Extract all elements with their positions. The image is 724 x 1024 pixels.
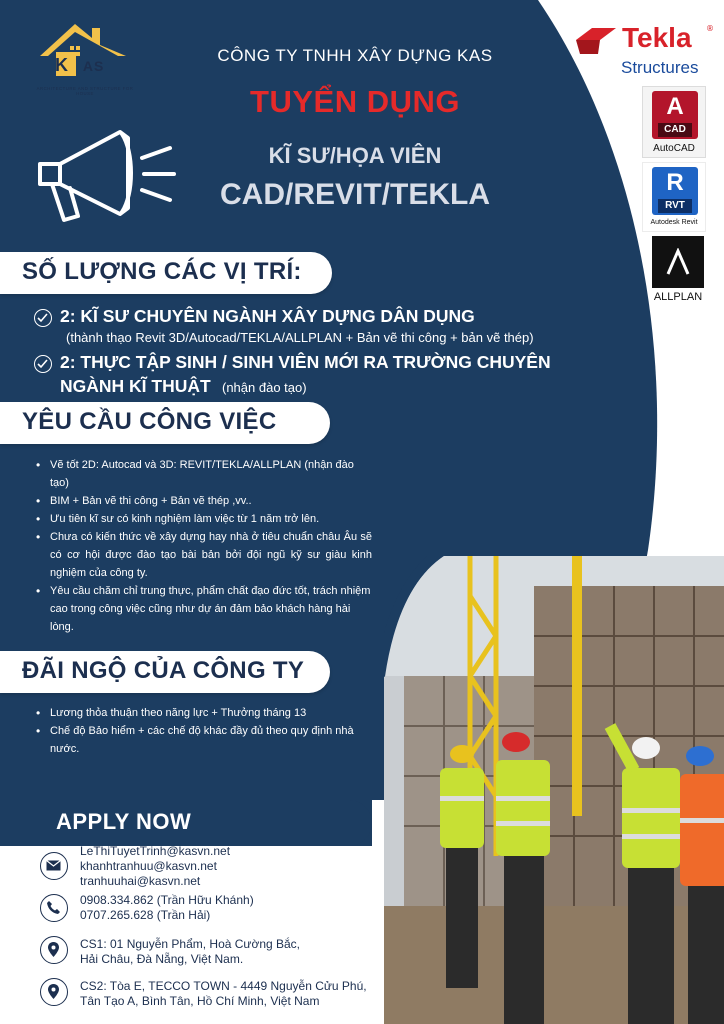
autocad-tile (642, 86, 706, 158)
email-link[interactable]: LeThiTuyetTrinh@kasvn.net (80, 844, 231, 858)
autocad-caption: AutoCAD (653, 143, 695, 154)
check-circle-icon (34, 355, 52, 373)
benefits-list (36, 704, 356, 758)
position-1-title: 2: KĨ SƯ CHUYÊN NGÀNH XÂY DỰNG DÂN DỤNG (60, 306, 475, 326)
requirement-item: • Yêu cầu chăm chỉ trung thực, phẩm chất đạo đức tốt, trách nhiệm cao trong công việc cũng như dự án đảm bảo khách hàng hài lòng. (36, 582, 372, 636)
position-1-note: (thành thạo Revit 3D/Autocad/TEKLA/ALLPLAN + Bản vẽ thi công + bản vẽ thép) (66, 330, 534, 345)
address-2-line1: CS2: Tòa E, TECCO TOWN - 4449 Nguyễn Cửu Phú, (80, 979, 367, 993)
logo-name: AS (82, 58, 105, 74)
requirement-item: • Vẽ tốt 2D: Autocad và 3D: REVIT/TEKLA/ALLPLAN (nhận đào tạo) (36, 456, 372, 492)
email-list (80, 844, 230, 889)
autocad-icon (652, 91, 698, 139)
phone-list (80, 893, 254, 923)
address-2 (80, 979, 367, 1009)
requirement-item: • BIM + Bản vẽ thi công + Bản vẽ thép ,vv.. (36, 492, 372, 510)
address-1 (80, 937, 300, 967)
revit-icon (652, 167, 698, 215)
email-icon (40, 852, 68, 880)
requirement-item: • Ưu tiên kĩ sư có kinh nghiệm làm việc từ 1 năm trở lên. (36, 510, 372, 528)
apply-now-banner (0, 800, 372, 846)
address-1-line1: CS1: 01 Nguyễn Phẩm, Hoà Cường Bắc, (80, 937, 301, 951)
company-name: CÔNG TY TNHH XÂY DỰNG KAS (217, 46, 493, 65)
location-pin-icon (40, 978, 68, 1006)
logo-text (52, 55, 104, 76)
benefit-item: • Lương thỏa thuận theo năng lực + Thưởng tháng 13 (36, 704, 356, 722)
revit-caption: Autodesk Revit (650, 219, 698, 226)
phone-number[interactable]: 0707.265.628 (Trần Hải) (80, 908, 211, 922)
tekla-name: Tekla (622, 22, 692, 53)
email-link[interactable]: khanhtranhuu@kasvn.net (80, 859, 217, 873)
tekla-logo-icon (574, 26, 618, 56)
megaphone-icon (30, 112, 180, 232)
revit-tile (642, 162, 706, 232)
revit-badge: RVT (658, 199, 692, 213)
benefit-item: • Chế độ Bảo hiểm + các chế độ khác đầy đủ theo quy định nhà nước. (36, 722, 356, 758)
location-pin-icon (40, 936, 68, 964)
allplan-icon (652, 236, 704, 288)
positions-title: SỐ LƯỢNG CÁC VỊ TRÍ: (22, 258, 302, 285)
phone-icon (40, 894, 68, 922)
position-2-title-line1: 2: THỰC TẬP SINH / SINH VIÊN MỚI RA TRƯỜNG CHUYÊN (60, 352, 551, 372)
allplan-chevron-icon (664, 248, 692, 276)
tekla-registered: ® (706, 24, 714, 33)
requirements-tab (0, 402, 330, 444)
recruit-title: TUYỂN DỤNG (250, 84, 460, 119)
requirements-title: YÊU CẦU CÔNG VIỆC (22, 408, 277, 435)
logo-letter: K (55, 55, 69, 75)
autocad-letter: A (666, 93, 684, 120)
positions-tab (0, 252, 332, 294)
apply-now-title: APPLY NOW (56, 809, 192, 834)
construction-site-photo (384, 556, 724, 1024)
tools-title: CAD/REVIT/TEKLA (220, 178, 490, 211)
requirement-item: • Chưa có kiến thức về xây dựng hay nhà ở tiêu chuẩn châu Âu sẽ có cơ hội được đào tạo bài bản bởi đội ngũ kỹ sư giàu kinh nghiệm của công ty. (36, 528, 372, 582)
position-2-title-line2: NGÀNH KĨ THUẬT (60, 376, 211, 396)
position-2-note: (nhận đào tạo) (222, 380, 307, 395)
check-circle-icon (34, 309, 52, 327)
autocad-badge: CAD (658, 123, 692, 137)
position-title: KĨ SƯ/HỌA VIÊN (268, 143, 442, 168)
tekla-subtitle: Structures (621, 58, 699, 77)
phone-number[interactable]: 0908.334.862 (Trần Hữu Khánh) (80, 893, 254, 907)
allplan-caption: ALLPLAN (653, 291, 703, 303)
benefits-title: ĐÃI NGỘ CỦA CÔNG TY (22, 657, 305, 684)
email-link[interactable]: tranhuuhai@kasvn.net (80, 874, 201, 888)
benefits-tab (0, 651, 330, 693)
revit-letter: R (666, 169, 684, 196)
logo-tagline: ARCHITECTURE AND STRUCTURE FOR HOUSE (36, 86, 134, 96)
requirements-list (36, 456, 372, 636)
address-1-line2: Hải Châu, Đà Nẵng, Việt Nam. (80, 952, 244, 966)
address-2-line2: Tân Tạo A, Bình Tân, Hồ Chí Minh, Việt Nam (80, 994, 320, 1008)
